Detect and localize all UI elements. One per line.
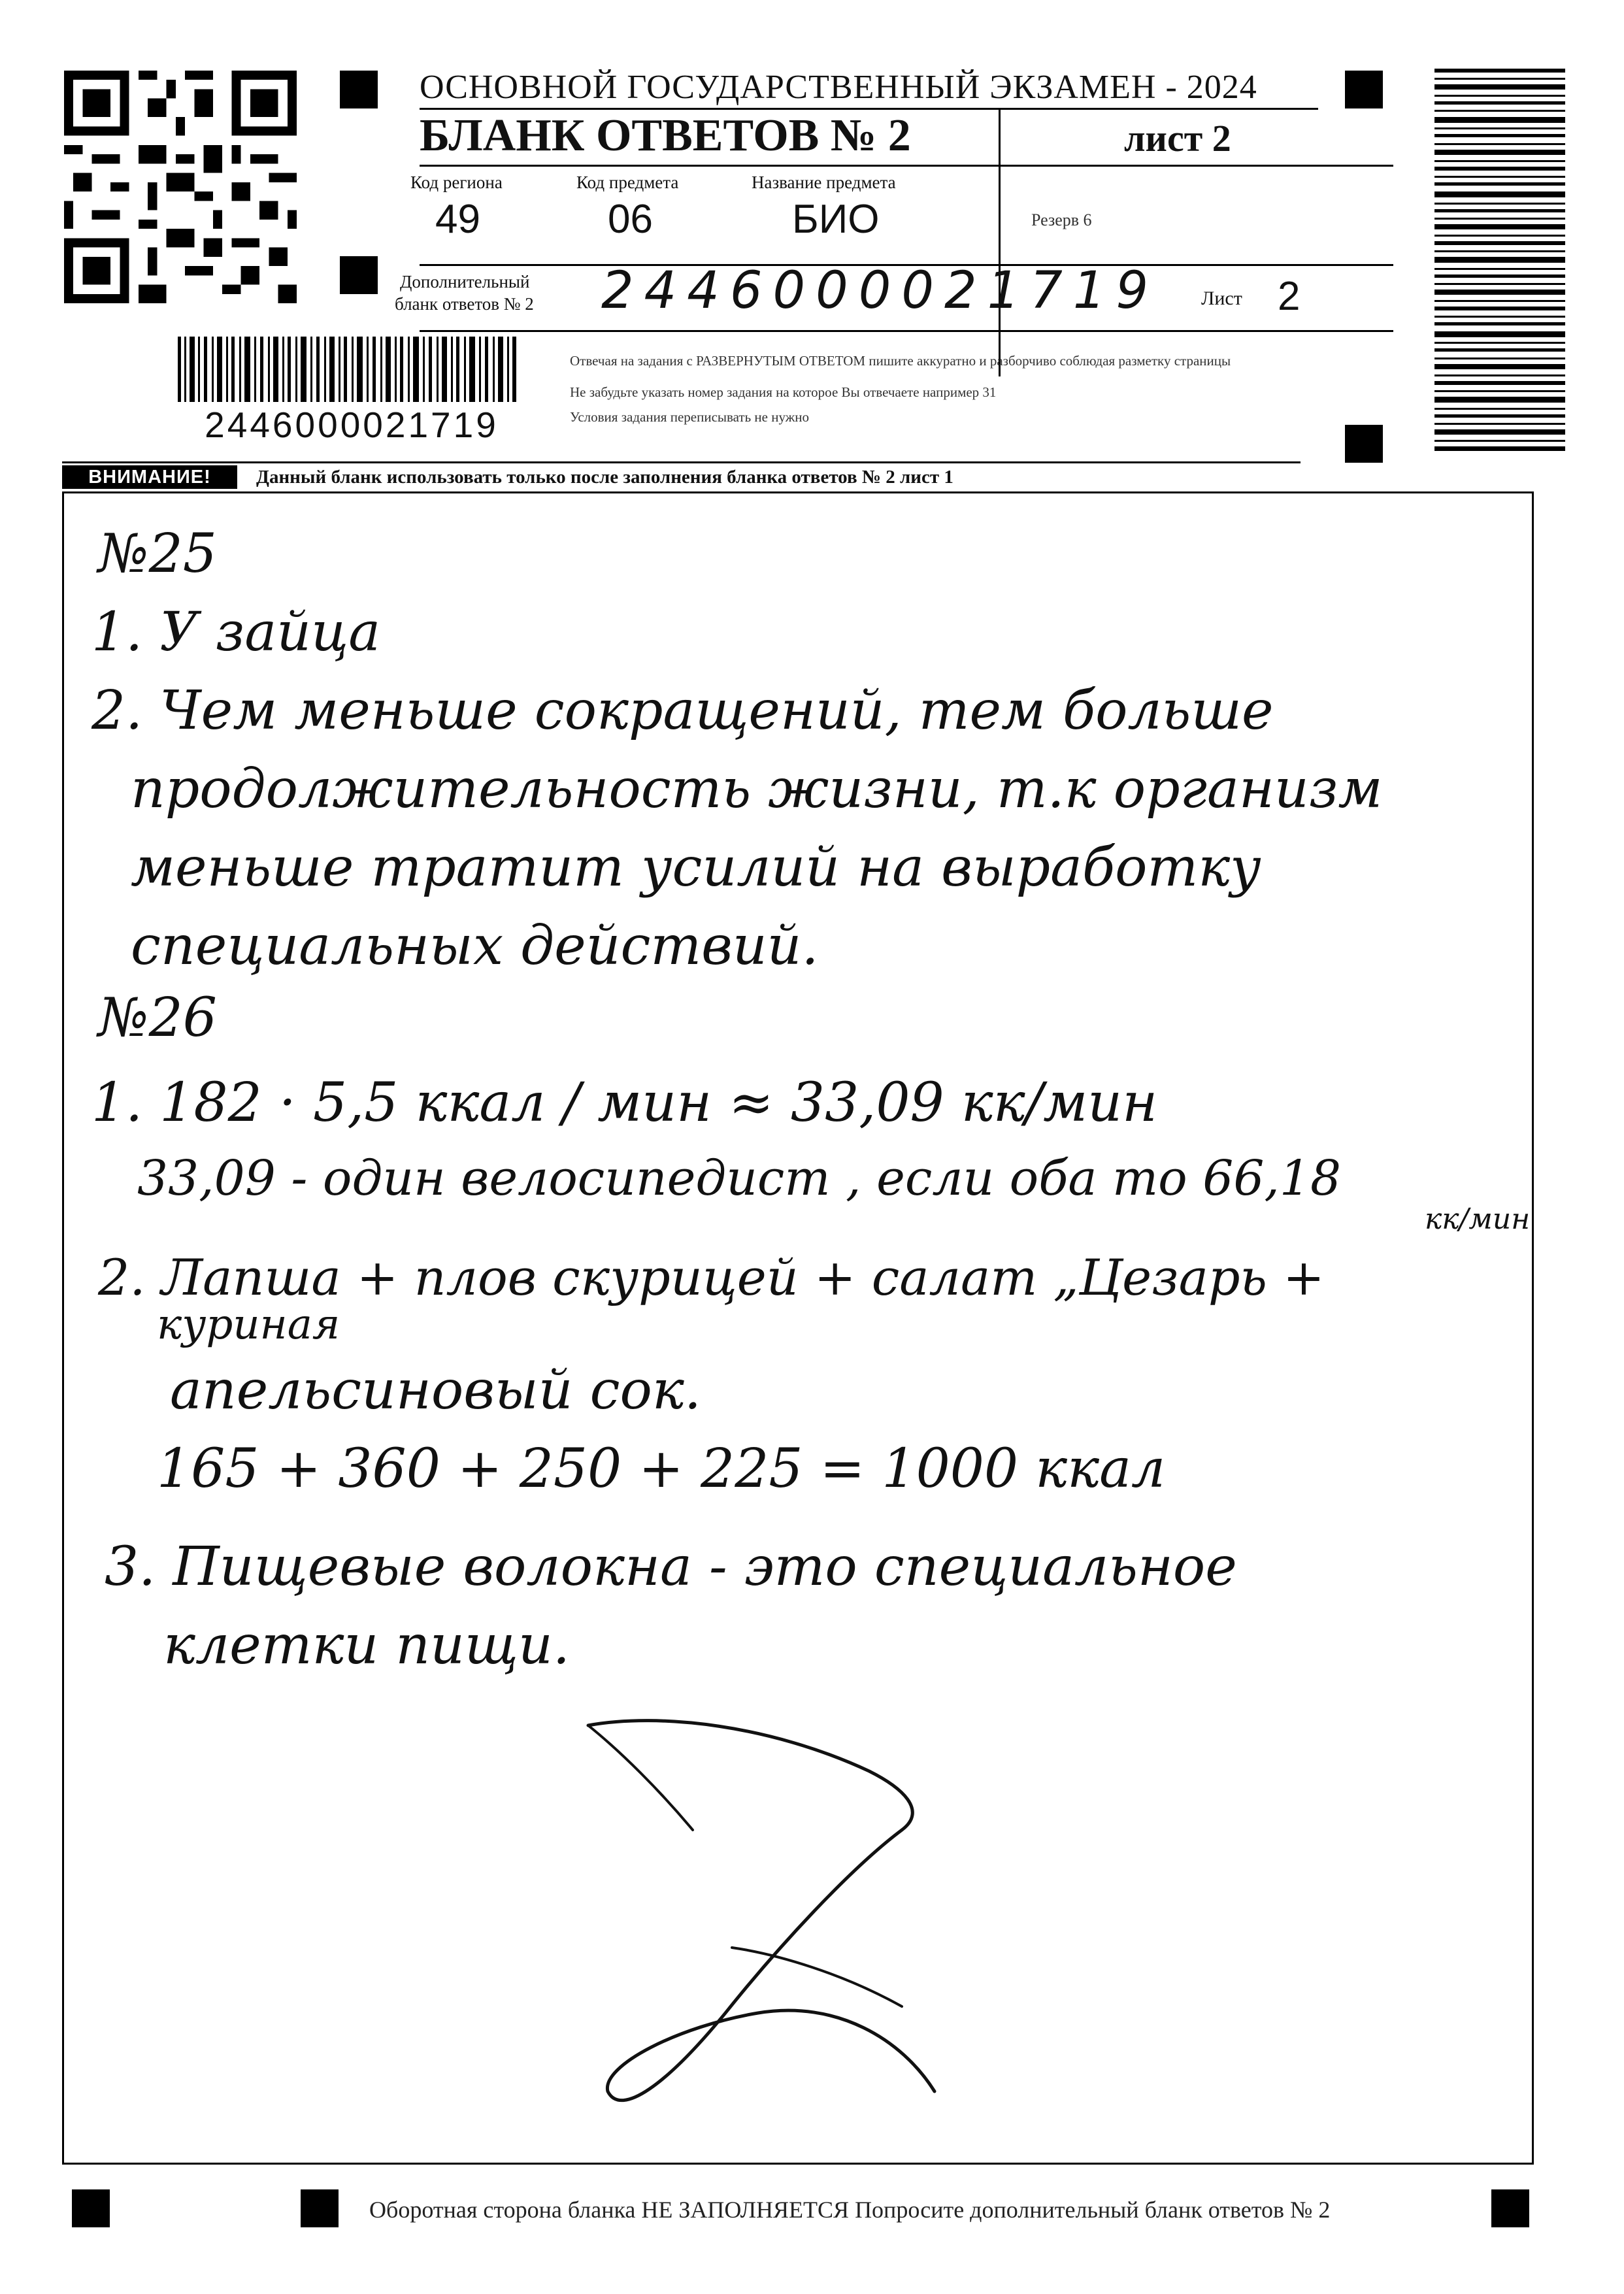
region-code-label: Код региона bbox=[410, 173, 503, 192]
timing-marker bbox=[72, 2189, 110, 2227]
divider bbox=[999, 110, 1001, 376]
form-title: БЛАНК ОТВЕТОВ № 2 bbox=[420, 110, 911, 161]
answer-line: 165 + 360 + 250 + 225 = 1000 ккал bbox=[157, 1438, 1166, 1500]
timing-marker bbox=[1491, 2189, 1529, 2227]
extra-form-label: бланк ответов № 2 bbox=[395, 294, 534, 314]
answer-line: 2. Лапша + плов скурицей + салат „Цезарь + bbox=[98, 1248, 1325, 1306]
extra-form-label: Дополнительный bbox=[400, 272, 530, 291]
answer-line: апельсиновый сок. bbox=[170, 1359, 701, 1421]
answer-line: меньше тратит усилий на выработку bbox=[131, 837, 1261, 899]
divider bbox=[62, 461, 1301, 463]
reserve-field: Резерв 6 bbox=[1031, 210, 1092, 229]
sheet-number-label: Лист bbox=[1201, 288, 1242, 309]
closing-mark bbox=[562, 1699, 1033, 2144]
timing-marker bbox=[1345, 71, 1383, 108]
answer-line: продолжительность жизни, т.к организм bbox=[131, 758, 1383, 820]
subject-name-value: БИО bbox=[792, 197, 880, 242]
answer-line: 1. У зайца bbox=[91, 601, 381, 663]
question-label: №25 bbox=[98, 523, 217, 585]
answer-unit: кк/мин bbox=[1425, 1203, 1531, 1236]
subject-code-label: Код предмета bbox=[576, 173, 679, 192]
exam-title: ОСНОВНОЙ ГОСУДАРСТВЕННЫЙ ЭКЗАМЕН - 2024 bbox=[420, 69, 1257, 106]
timing-marker bbox=[1345, 425, 1383, 463]
attention-badge: ВНИМАНИЕ! bbox=[62, 465, 237, 489]
extra-form-number: 2446000021719 bbox=[601, 261, 1159, 320]
region-code-value: 49 bbox=[435, 197, 480, 242]
divider bbox=[420, 165, 1393, 167]
barcode-number: 2446000021719 bbox=[169, 402, 535, 448]
subject-code-value: 06 bbox=[608, 197, 653, 242]
timing-marker bbox=[340, 71, 378, 108]
instruction-line: Отвечая на задания с РАЗВЕРНУТЫМ ОТВЕТОМ пишите аккуратно и разборчиво соблюдая разметку страницы bbox=[570, 353, 1231, 369]
subject-name-label: Название предмета bbox=[752, 173, 896, 192]
footer-notice: Оборотная сторона бланка НЕ ЗАПОЛНЯЕТСЯ Попросите дополнительный бланк ответов № 2 bbox=[369, 2197, 1331, 2223]
attention-text: Данный бланк использовать только после заполнения бланка ответов № 2 лист 1 bbox=[256, 467, 953, 488]
divider bbox=[420, 330, 1393, 332]
instruction-line: Условия задания переписывать не нужно bbox=[570, 409, 809, 425]
timing-marker bbox=[340, 256, 378, 294]
answer-line: клетки пищи. bbox=[163, 1614, 570, 1676]
answer-line: специальных действий. bbox=[131, 915, 819, 977]
question-label: №26 bbox=[98, 987, 217, 1049]
sheet-label: лист 2 bbox=[1124, 117, 1231, 159]
answer-note: куриная bbox=[157, 1301, 340, 1349]
answer-line: 3. Пищевые волокна - это специальное bbox=[105, 1536, 1237, 1598]
answer-line: 1. 182 · 5,5 ккал / мин ≈ 33,09 кк/мин bbox=[91, 1072, 1158, 1134]
timing-marker bbox=[301, 2189, 339, 2227]
qr-code bbox=[64, 71, 297, 303]
answer-line: 33,09 - один велосипедист , если оба то 66,18 bbox=[137, 1150, 1342, 1206]
barcode-vertical bbox=[1434, 69, 1565, 451]
instruction-line: Не забудьте указать номер задания на которое Вы отвечаете например 31 bbox=[570, 384, 997, 400]
answer-line: 2. Чем меньше сокращений, тем больше bbox=[91, 680, 1274, 742]
sheet-number-value: 2 bbox=[1278, 274, 1301, 319]
